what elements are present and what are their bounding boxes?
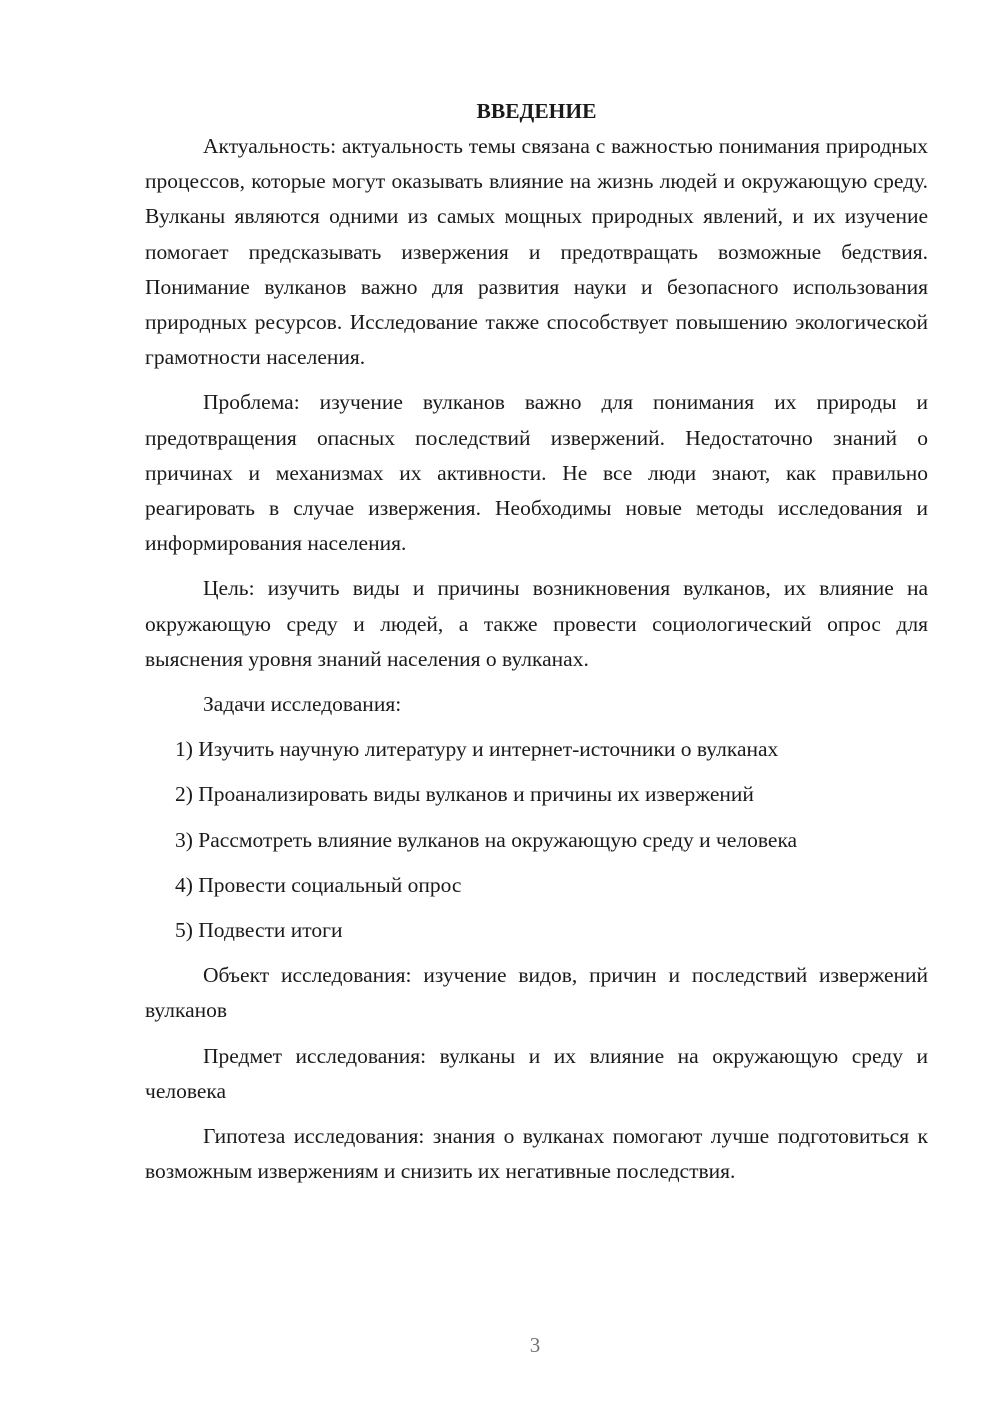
paragraph-problem: Проблема: изучение вулканов важно для понимания их природы и предотвращения опасных последствий извержений. Недостаточно знаний о причинах и механизмах их активности. Не все люди знают, как правильно реагировать в случае извержения. Необходимы новые методы исследования и информирования населения. bbox=[145, 390, 928, 556]
paragraph-relevance: Актуальность: актуальность темы связана с важностью понимания природных процессов, которые могут оказывать влияние на жизнь людей и окружающую среду. Вулканы являются одними из самых мощных природных явлений, и их изучение помогает предсказывать извержения и предотвращать возможные бедствия. Понимание вулканов важно для развития науки и безопасного использования природных ресурсов. Исследование также способствует повышению экологической грамотности населения. bbox=[145, 134, 928, 370]
task-item: 4) Провести социальный опрос bbox=[175, 872, 462, 897]
page-content bbox=[145, 94, 928, 1199]
paragraph-subject: Предмет исследования: вулканы и их влияние на окружающую среду и человека bbox=[145, 1043, 928, 1103]
task-item: 1) Изучить научную литературу и интернет-источники о вулканах bbox=[175, 737, 779, 762]
tasks-list bbox=[145, 732, 928, 948]
page-number: 3 bbox=[529, 1333, 541, 1357]
tasks-title: Задачи исследования: bbox=[203, 692, 402, 717]
task-item: 5) Подвести итоги bbox=[175, 918, 343, 943]
paragraph-object: Объект исследования: изучение видов, причин и последствий извержений вулканов bbox=[145, 963, 928, 1023]
paragraph-hypothesis: Гипотеза исследования: знания о вулканах помогают лучше подготовиться к возможным извержениям и снизить их негативные последствия. bbox=[145, 1124, 928, 1184]
paragraph-goal: Цель: изучить виды и причины возникновения вулканов, их влияние на окружающую среду и людей, а также провести социологический опрос для выяснения уровня знаний населения о вулканах. bbox=[145, 576, 928, 671]
page-title: ВВЕДЕНИЕ bbox=[476, 99, 597, 123]
task-item: 2) Проанализировать виды вулканов и причины их извержений bbox=[175, 782, 754, 807]
task-item: 3) Рассмотреть влияние вулканов на окружающую среду и человека bbox=[175, 827, 798, 852]
